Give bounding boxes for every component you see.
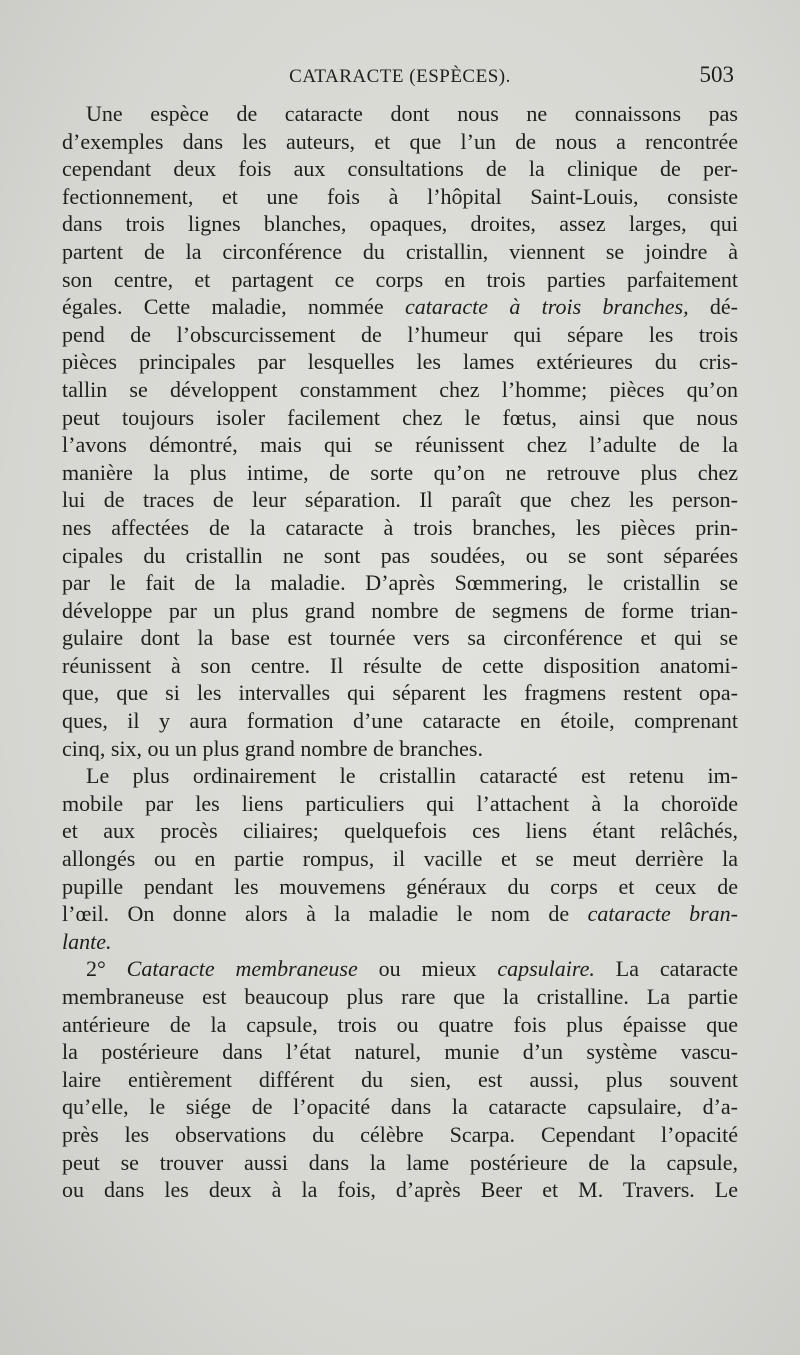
text-line: [62, 542, 738, 570]
text-run: partent de la circonférence du cristallin, viennent se joindre à: [62, 238, 738, 264]
text-run: laire entièrement différent du sien, est aussi, plus souvent: [62, 1066, 738, 1092]
text-run: Le plus ordinairement le cristallin cataracté est retenu im-: [86, 763, 738, 789]
text-run: cipales du cristallin ne sont pas soudées, ou se sont séparées: [62, 542, 738, 568]
text-line: [62, 900, 738, 928]
text-line: [62, 183, 738, 211]
text-run: 2°: [86, 956, 127, 982]
text-line: [62, 128, 738, 156]
text-run: nes affectées de la cataracte à trois branches, les pièces prin-: [62, 514, 738, 540]
text-run: dé-: [709, 294, 739, 320]
text-line: [62, 928, 738, 956]
text-run: gulaire dont la base est tournée vers sa circonférence et qui se: [62, 625, 738, 651]
text-run: tallin se développent constamment chez l’homme; pièces qu’on: [62, 376, 738, 402]
text-run: membraneuse est beaucoup plus rare que la cristalline. La partie: [62, 984, 738, 1009]
text-run: mobile par les liens particuliers qui l’attachent à la choroïde: [62, 790, 738, 816]
running-title: CATARACTE (ESPÈCES).: [289, 66, 511, 87]
italic-term: lante.: [62, 928, 112, 954]
text-line: [62, 1149, 738, 1177]
text-line: [62, 404, 738, 432]
page-header: [62, 62, 738, 94]
text-line: [62, 348, 738, 376]
text-line: [62, 624, 738, 652]
text-run: pupille pendant les mouvemens généraux du corps et ceux de: [62, 873, 738, 899]
text-run: cependant deux fois aux consultations de la clinique de per-: [62, 156, 738, 182]
text-run: l’avons démontré, mais qui se réunissent chez l’adulte de la: [62, 432, 738, 458]
text-run: son centre, et partagent ce corps en trois parties parfaitement: [62, 266, 738, 292]
text-line: [62, 817, 738, 845]
text-run: peut se trouver aussi dans la lame postérieure de la capsule,: [62, 1149, 738, 1175]
text-run: près les observations du célèbre Scarpa. Cependant l’opacité: [62, 1121, 738, 1147]
text-line: [62, 431, 738, 459]
text-run: que, que si les intervalles qui séparent les fragmens restent opa-: [62, 680, 738, 706]
text-line: [62, 652, 738, 680]
text-line: [62, 790, 738, 818]
text-run: qu’elle, le siége de l’opacité dans la cataracte capsulaire, d’a-: [62, 1094, 738, 1120]
text-line: [62, 1093, 738, 1121]
text-run: ques, il y aura formation d’une cataracte en étoile, comprenant: [62, 708, 738, 734]
text-line: [62, 321, 738, 349]
text-run: ou dans les deux à la fois, d’après Beer et M. Travers. Le: [62, 1177, 738, 1203]
text-line: [62, 1121, 738, 1149]
text-run: lui de traces de leur séparation. Il paraît que chez les person-: [62, 487, 738, 513]
italic-term: Cataracte membraneuse: [126, 956, 358, 982]
text-line: [62, 1066, 738, 1094]
text-run: allongés ou en partie rompus, il vacille et se meut derrière la: [62, 846, 738, 872]
text-line: [62, 376, 738, 404]
text-line: [62, 983, 738, 1011]
text-line: [62, 514, 738, 542]
text-line: [62, 266, 738, 294]
text-line: [62, 679, 738, 707]
text-line: [62, 1038, 738, 1066]
text-run: et aux procès ciliaires; quelquefois ces liens étant relâchés,: [62, 818, 738, 844]
text-line: [62, 100, 738, 128]
text-line: [62, 569, 738, 597]
italic-term: capsulaire.: [497, 956, 595, 982]
text-line: [62, 845, 738, 873]
text-run: par le fait de la maladie. D’après Sœmmering, le cristallin se: [62, 570, 738, 596]
text-run: fectionnement, et une fois à l’hôpital Saint-Louis, consiste: [62, 183, 738, 209]
text-run: manière la plus intime, de sorte qu’on ne retrouve plus chez: [62, 459, 738, 485]
text-line: [62, 486, 738, 514]
text-line: [62, 735, 738, 763]
text-run: d’exemples dans les auteurs, et que l’un de nous a rencontrée: [62, 128, 738, 154]
text-run: l’œil. On donne alors à la maladie le nom de: [62, 901, 570, 927]
italic-term: cataracte à trois branches,: [404, 294, 689, 320]
text-line: [62, 1176, 738, 1204]
text-run: pend de l’obscurcissement de l’humeur qui sépare les trois: [62, 321, 738, 347]
text-run: développe par un plus grand nombre de segmens de forme trian-: [62, 597, 738, 623]
body-text: [62, 100, 738, 1204]
italic-term: cataracte bran-: [587, 901, 739, 927]
text-run: Une espèce de cataracte dont nous ne connaissons pas: [86, 101, 738, 126]
text-run: pièces principales par lesquelles les lames extérieures du cris-: [62, 349, 738, 375]
text-line: [62, 210, 738, 238]
text-line: [62, 155, 738, 183]
text-line: [62, 597, 738, 625]
text-line: [62, 873, 738, 901]
text-line: [62, 762, 738, 790]
page-number: 503: [699, 62, 734, 87]
text-run: antérieure de la capsule, trois ou quatre fois plus épaisse que: [62, 1011, 738, 1037]
text-run: La cataracte: [615, 956, 739, 982]
text-run: la postérieure dans l’état naturel, munie d’un système vascu-: [62, 1039, 738, 1065]
text-run: peut toujours isoler facilement chez le fœtus, ainsi que nous: [62, 404, 738, 430]
text-line: [62, 955, 738, 983]
text-line: [62, 1011, 738, 1039]
text-run: réunissent à son centre. Il résulte de cette disposition anatomi-: [62, 652, 738, 678]
text-run: égales. Cette maladie, nommée: [62, 294, 384, 320]
text-run: ou mieux: [378, 956, 477, 982]
text-run: cinq, six, ou un plus grand nombre de branches.: [62, 735, 483, 761]
text-line: [62, 293, 738, 321]
text-line: [62, 459, 738, 487]
text-line: [62, 238, 738, 266]
text-line: [62, 707, 738, 735]
text-run: dans trois lignes blanches, opaques, droites, assez larges, qui: [62, 211, 738, 237]
